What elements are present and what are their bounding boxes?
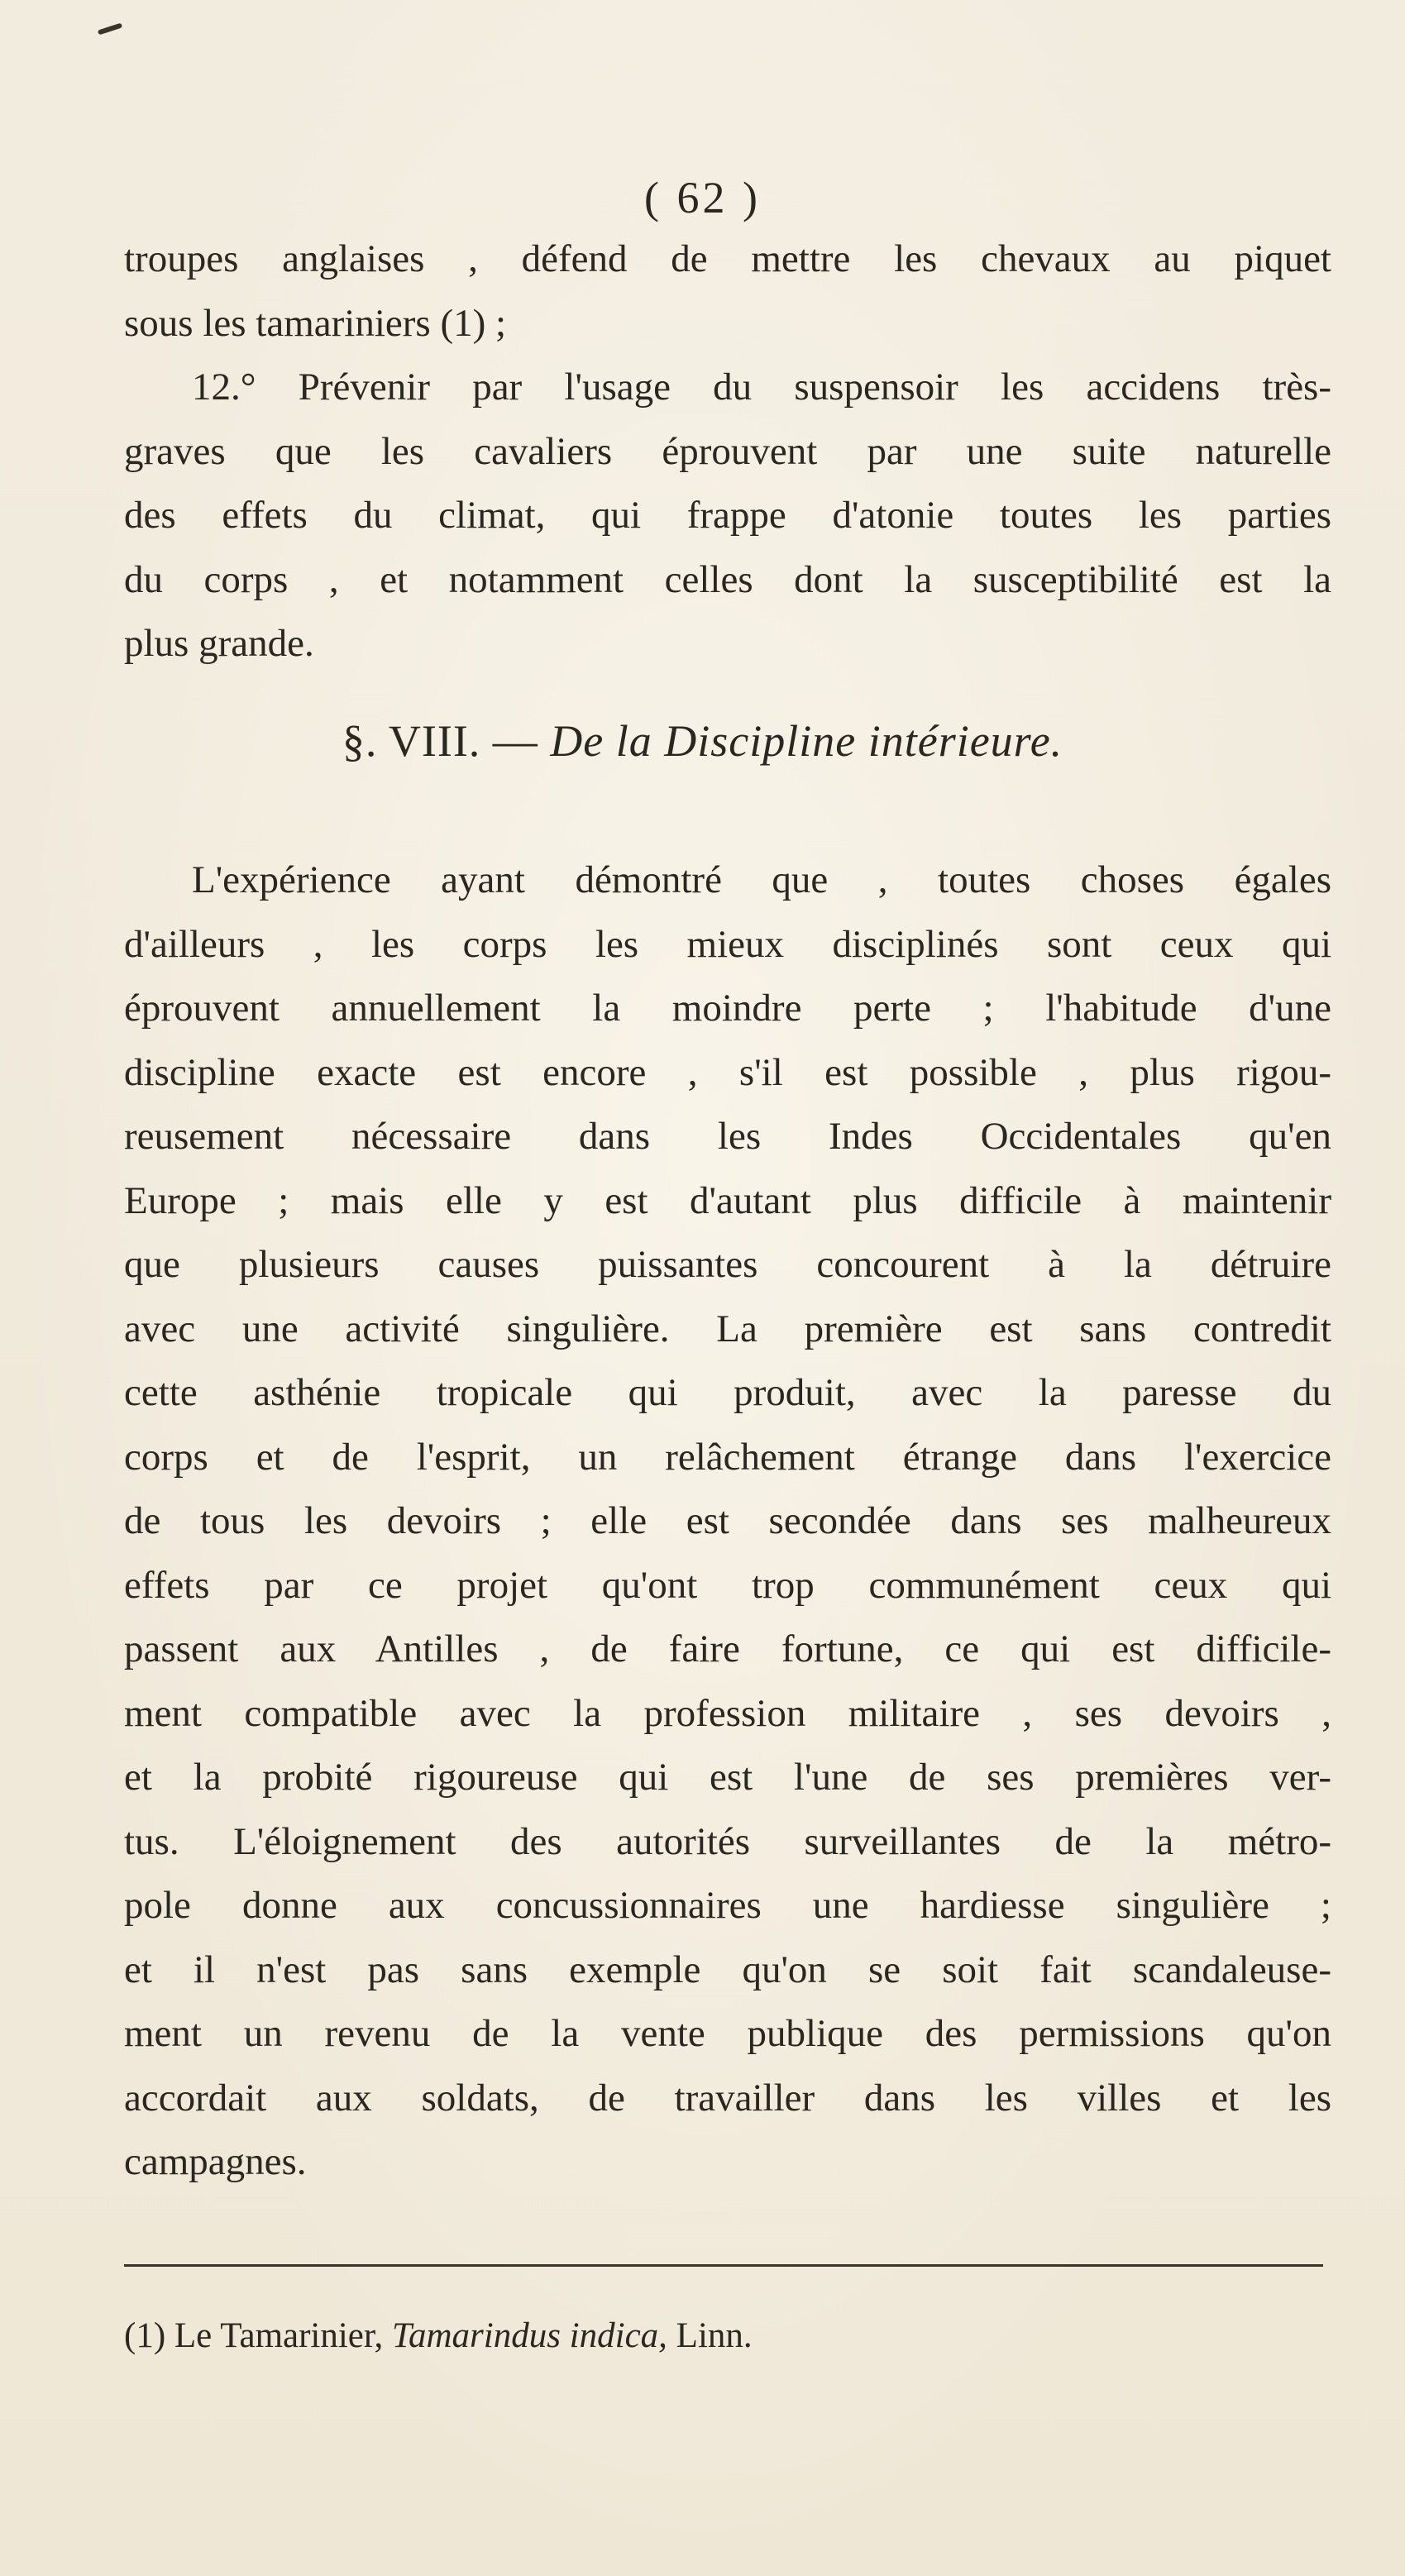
text-line: L'expérience ayant démontré que , toutes choses égales [192,858,1331,901]
section-heading [0,715,1405,767]
text-line: plus grande. [124,622,314,665]
text-line: du corps , et notamment celles dont la susceptibilité est la [124,557,1331,601]
text-line: ment un revenu de la vente publique des permissions qu'on [124,2012,1331,2055]
footnote [124,2311,753,2361]
text-line: et il n'est pas sans exemple qu'on se soit fait scandaleuse- [124,1948,1331,1991]
text-line: reusement nécessaire dans les Indes Occidentales qu'en [124,1115,1331,1158]
text-line: tus. L'éloignement des autorités surveillantes de la métro- [124,1819,1331,1863]
page-number: ( 62 ) [644,173,761,222]
text-line: accordait aux soldats, de travailler dans les villes et les [124,2076,1331,2120]
text-line: campagnes. [124,2140,307,2183]
text-line: et la probité rigoureuse qui est l'une de ses premières ver- [124,1756,1331,1799]
text-line: ment compatible avec la profession militaire , ses devoirs , [124,1691,1331,1735]
text-line: éprouvent annuellement la moindre perte ; l'habitude d'une [124,987,1331,1030]
text-line: Europe ; mais elle y est d'autant plus difficile à maintenir [124,1178,1331,1222]
text-line: que plusieurs causes puissantes concourent à la détruire [124,1243,1331,1286]
text-line: passent aux Antilles , de faire fortune, ce qui est difficile- [124,1627,1331,1670]
section-dash: — [492,716,538,766]
text-line: corps et de l'esprit, un relâchement étrange dans l'exercice [124,1435,1331,1479]
footnote-author: Linn. [676,2316,753,2355]
section-number: §. VIII. [342,716,481,766]
text-line: d'ailleurs , les corps les mieux disciplinés sont ceux qui [124,922,1331,966]
footnote-latin-name: Tamarindus indica, [392,2316,667,2355]
text-line: des effets du climat, qui frappe d'atonie toutes les parties [124,494,1331,537]
footnote-text: Le Tamarinier, [174,2316,384,2355]
text-line: discipline exacte est encore , s'il est possible , plus rigou- [124,1050,1331,1094]
text-line: cette asthénie tropicale qui produit, avec la paresse du [124,1371,1331,1414]
text-line: avec une activité singulière. La première est sans contredit [124,1307,1331,1350]
text-line: effets par ce projet qu'ont trop communément ceux qui [124,1563,1331,1607]
paragraph-1 [124,227,1331,676]
text-line: pole donne aux concussionnaires une hardiesse singulière ; [124,1884,1331,1927]
footnote-marker: (1) [124,2316,166,2355]
section-title: De la Discipline intérieure. [550,716,1063,766]
text-line: 12.° Prévenir par l'usage du suspensoir les accidens très- [192,366,1331,409]
text-line: troupes anglaises , défend de mettre les chevaux au piquet [124,237,1331,280]
ink-mark [98,23,122,36]
paragraph-2 [124,848,1331,2195]
text-line: graves que les cavaliers éprouvent par une suite naturelle [124,429,1331,473]
footnote-rule [124,2264,1323,2267]
text-line: sous les tamariniers (1) ; [124,301,507,345]
text-line: de tous les devoirs ; elle est secondée dans ses malheureux [124,1499,1331,1542]
